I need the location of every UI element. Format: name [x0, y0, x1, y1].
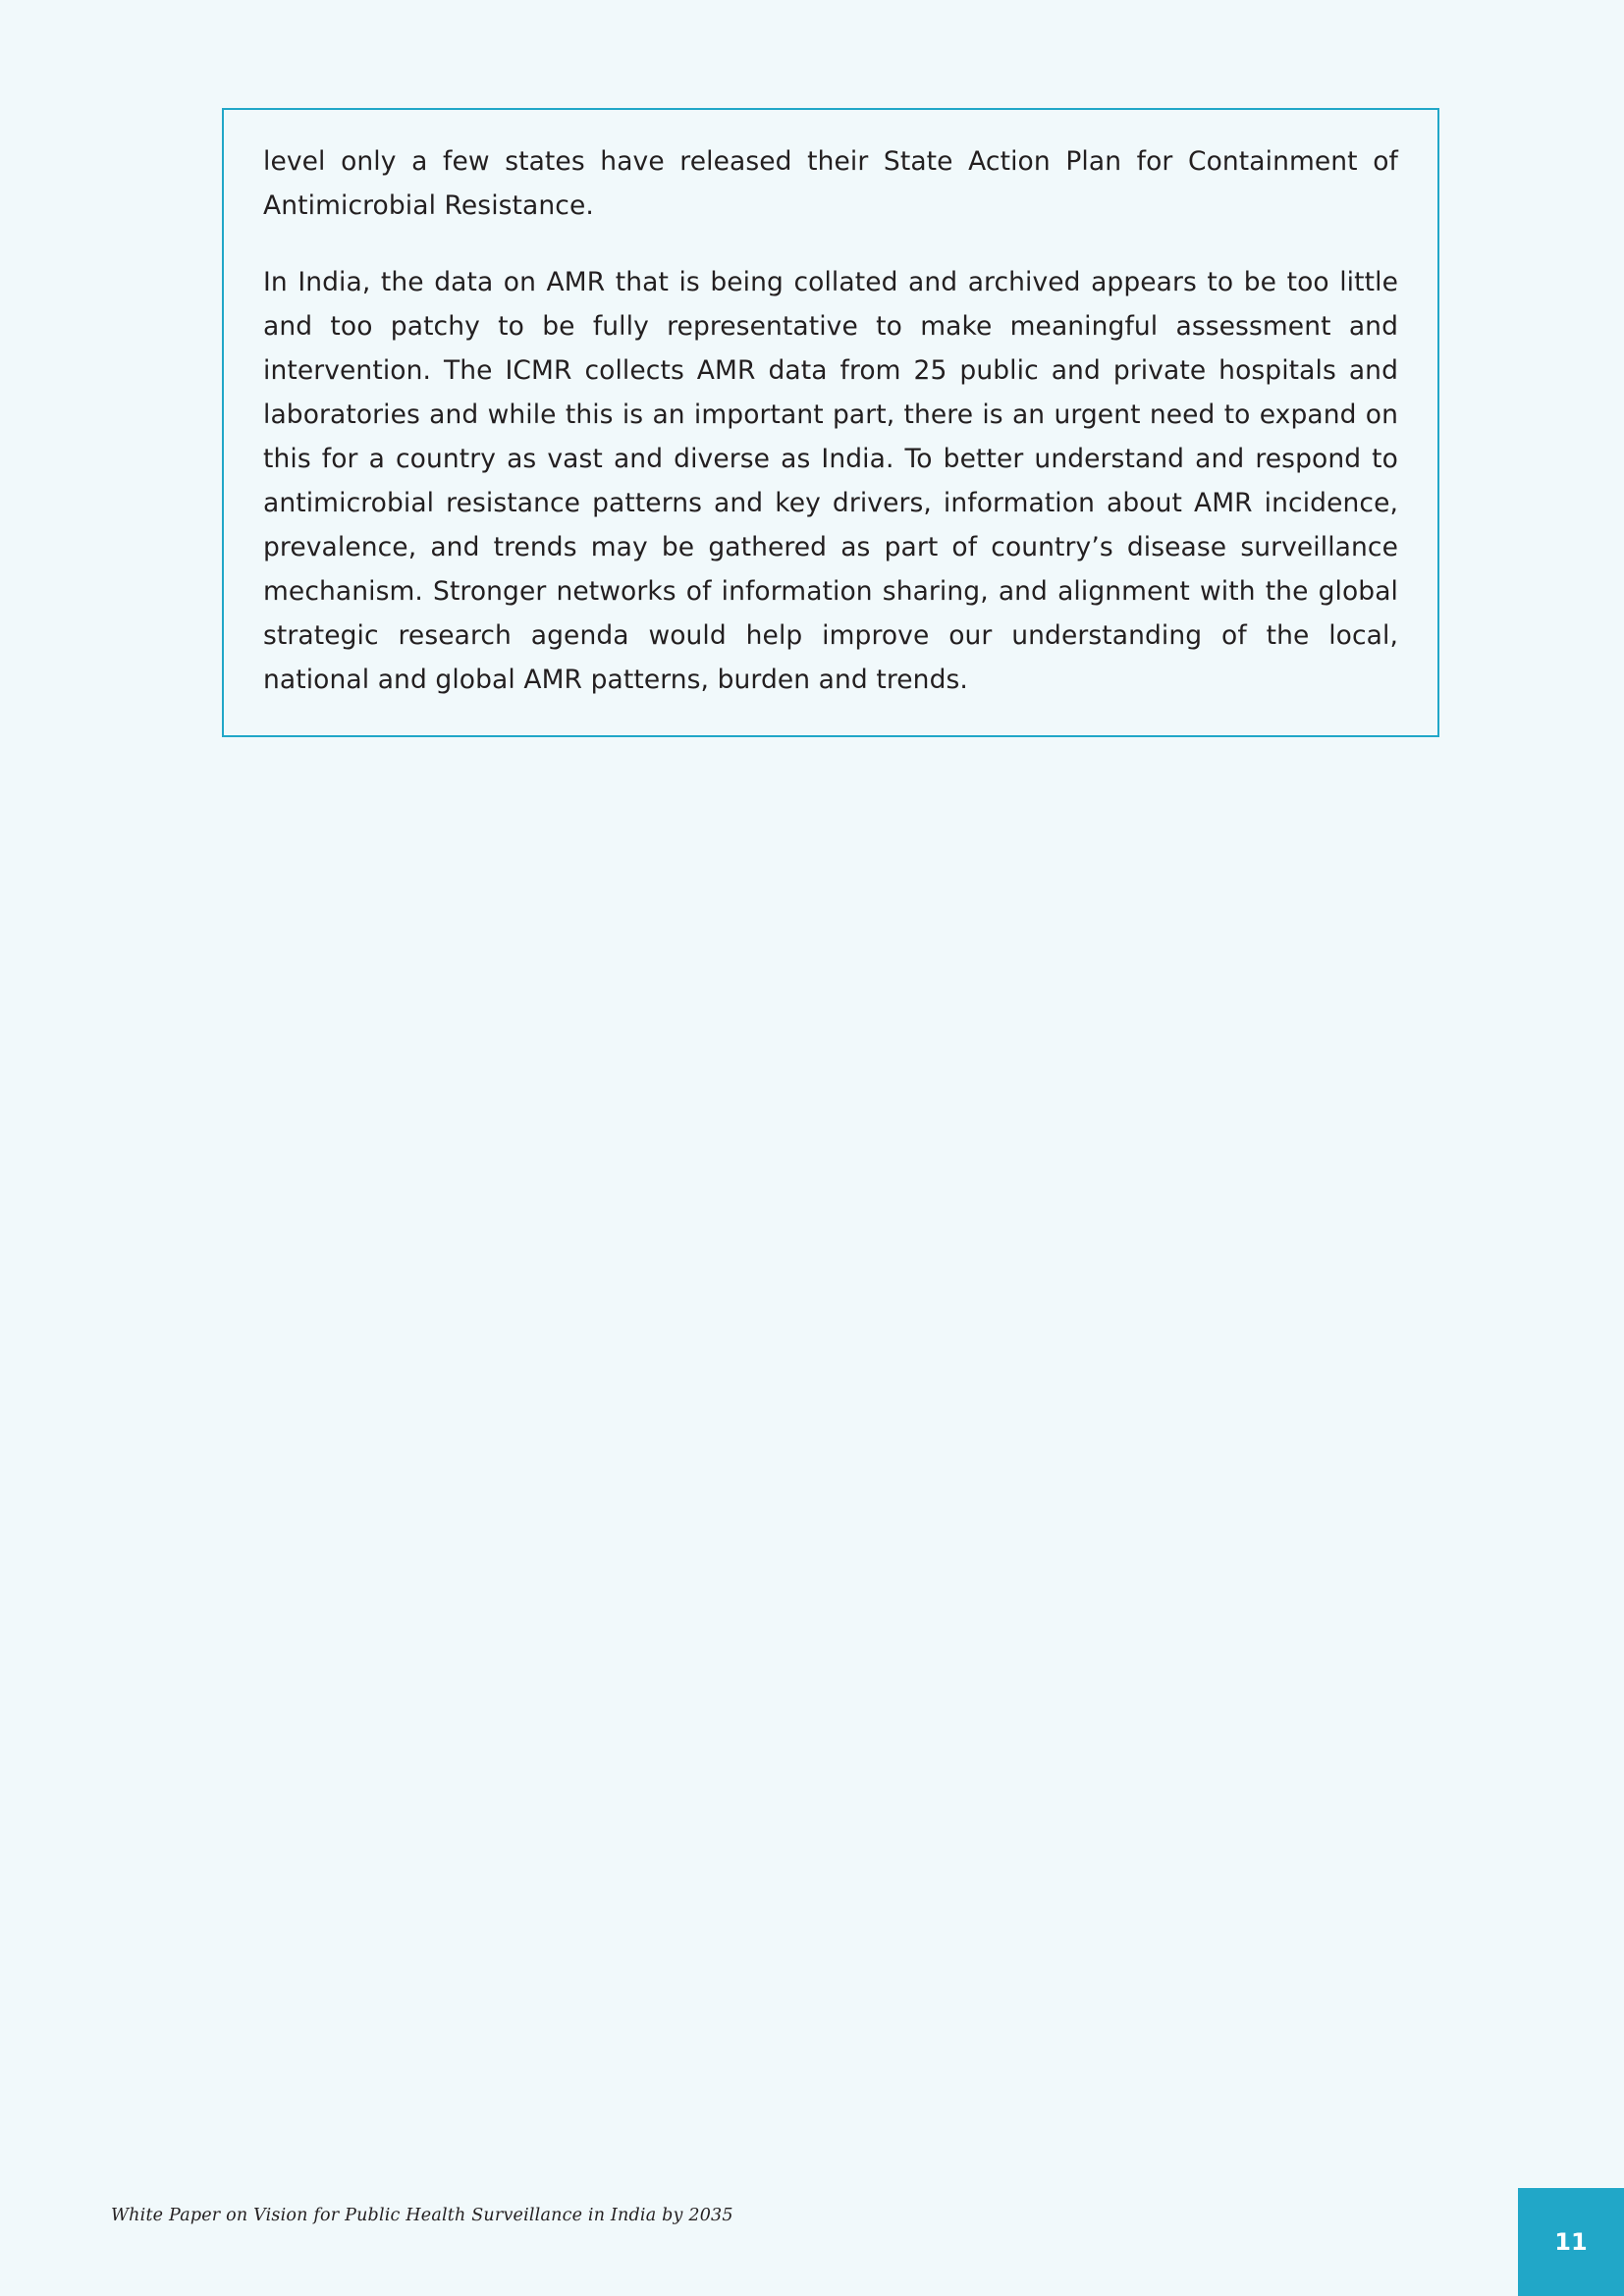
paragraph-continuation: level only a few states have released their State Action Plan for Containment of Antimicrobial Resistance.	[263, 146, 1398, 221]
highlighted-text-box	[222, 108, 1439, 737]
footer-document-title: White Paper on Vision for Public Health Surveillance in India by 2035	[111, 2206, 733, 2225]
page-number-badge: 11	[1518, 2188, 1624, 2296]
paragraph-amr-data: In India, the data on AMR that is being collated and archived appears to be too little and too patchy to be fully representative to make meaningful assessment and intervention. The ICMR collects AMR data from 25 public and private hospitals and laboratories and while this is an important part, there is an urgent need to expand on this for a country as vast and diverse as India. To better understand and respond to antimicrobial resistance patterns and key drivers, information about AMR incidence, prevalence, and trends may be gathered as part of country’s disease surveillance mechanism. Stronger networks of information sharing, and alignment with the global strategic research agenda would help improve our understanding of the local, national and global AMR patterns, burden and trends.	[263, 267, 1398, 695]
